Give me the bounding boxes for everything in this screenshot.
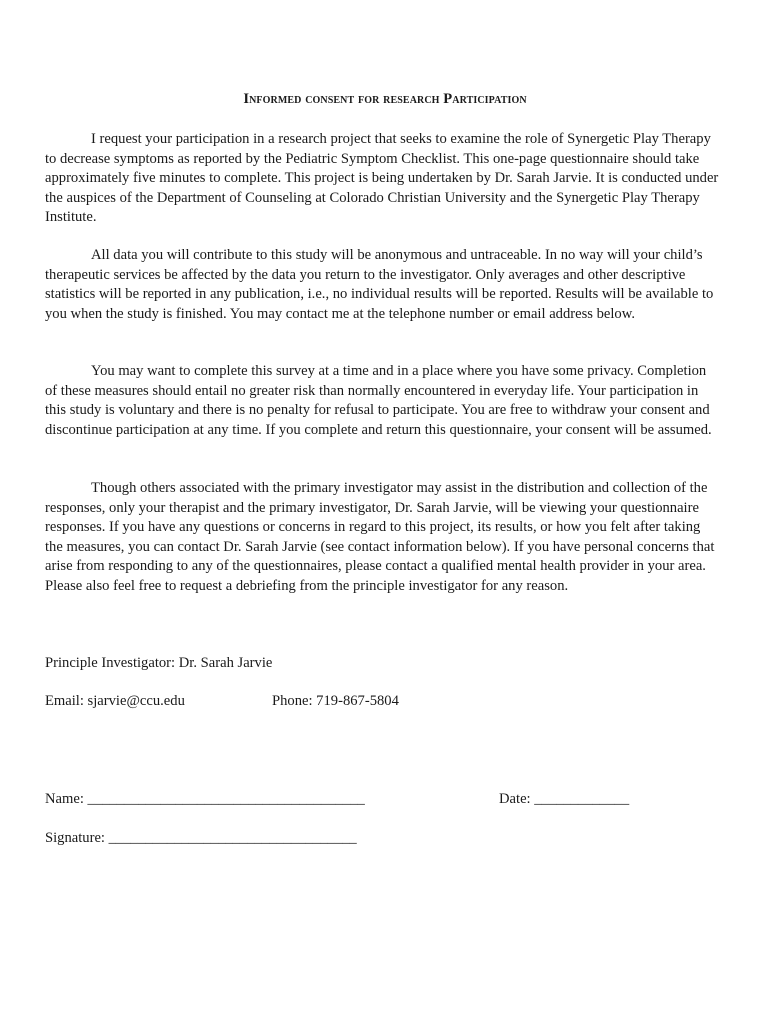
paragraph-confidentiality: All data you will contribute to this study will be anonymous and untraceable. In no way will your child’s therapeutic services be affected by the data you return to the investigator. Only averages and other descriptive statistics will be reported in any publication, i.e., no individual results will be reported. Results will be available to you when the study is finished. You may contact me at the telephone number or email address below. — [45, 247, 714, 322]
date-field[interactable]: Date: _____________ — [499, 791, 630, 807]
paragraph-voluntary: You may want to complete this survey at a time and in a place where you have some privacy. Completion of these measures should entail no greater risk than normally encountered in everyday life. Your participation in this study is voluntary and there is no penalty for refusal to participate. You are free to withdraw your consent and discontinue participation at any time. If you complete and return this questionnaire, your consent will be assumed. — [45, 363, 712, 438]
paragraph-purpose: I request your participation in a research project that seeks to examine the role of Synergetic Play Therapy to decrease symptoms as reported by the Pediatric Symptom Checklist. This one-page questionnaire should take approximately five minutes to complete. This project is being undertaken by Dr. Sarah Jarvie. It is conducted under the auspices of the Department of Counseling at Colorado Christian University and the Synergetic Play Therapy Institute. — [45, 131, 719, 225]
phone-line: Phone: 719-867-5804 — [272, 693, 399, 709]
consent-document — [45, 0, 725, 1024]
document-title: Informed consent for research Participation — [243, 91, 527, 107]
paragraph-contact: Though others associated with the primary investigator may assist in the distribution and collection of the responses, only your therapist and the primary investigator, Dr. Sarah Jarvie, will be viewing your questionnaire responses. If you have any questions or concerns in regard to this project, its results, or how you felt after taking the measures, you can contact Dr. Sarah Jarvie (see contact information below). If you have personal concerns that arise from responding to any of the questionnaires, please contact a qualified mental health provider in your area. Please also feel free to request a debriefing from the principle investigator for any reason. — [45, 480, 715, 594]
signature-field[interactable]: Signature: __________________________________ — [45, 830, 357, 846]
name-field[interactable]: Name: ______________________________________ — [45, 791, 365, 807]
investigator-line: Principle Investigator: Dr. Sarah Jarvie — [45, 655, 273, 671]
email-line: Email: sjarvie@ccu.edu — [45, 693, 185, 709]
